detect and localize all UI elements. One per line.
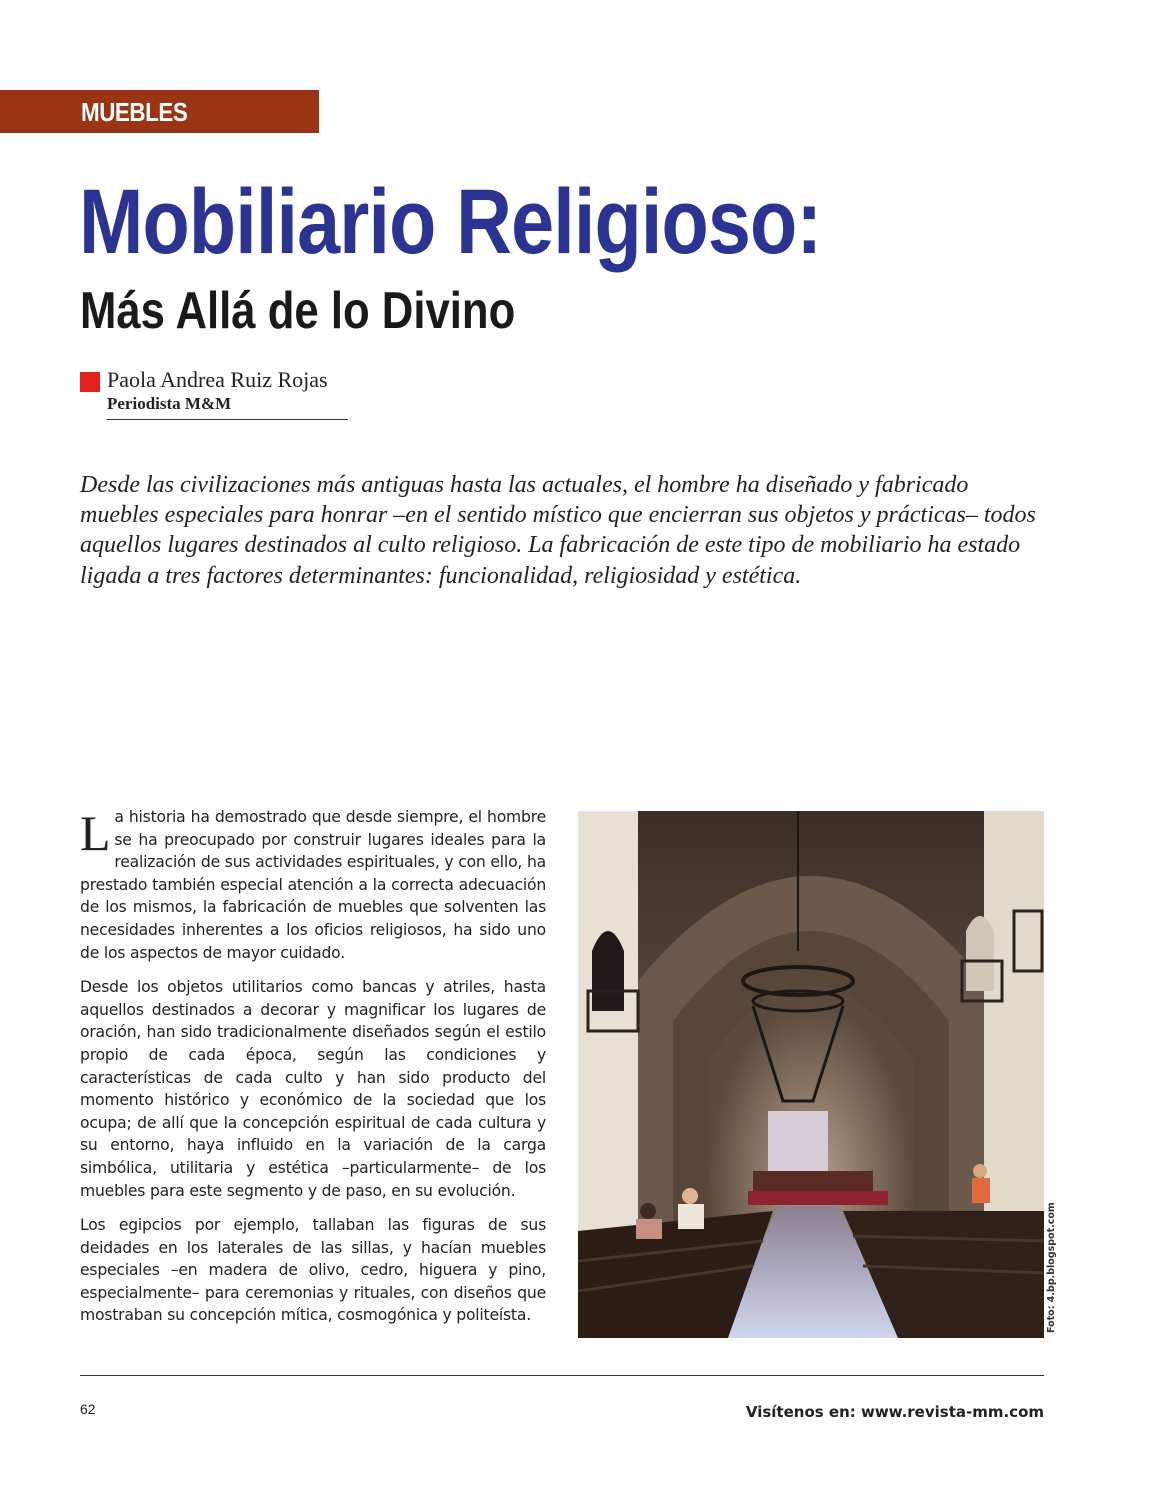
paragraph-text: a historia ha demostrado que desde siempre, el hombre se ha preocupado por construir lugares ideales para la realización de sus actividades espirituales, y con ello, ha prestado también especial atención a la correcta adecuación de los mismos, la fabricación de muebles que solventen las necesidades inherentes a los oficios religiosos, ha sido uno de los aspectos de mayor cuidado. (80, 808, 546, 962)
body-paragraph (80, 806, 546, 964)
author-divider (107, 419, 348, 420)
body-paragraph: Desde los objetos utilitarios como bancas y atriles, hasta aquellos destinados a decorar y magnificar los lugares de oración, han sido tradicionalmente diseñados según el estilo propio de cada época, según las condiciones y características de cada culto y han sido producto del momento histórico y económico de la sociedad que los ocupa; de allí que la concepción espiritual de cada cultura y su entorno, haya influido en la variación de la carga simbólica, utilitaria y estética –particularmente– de los muebles para este segmento y de paso, en su evolución. (80, 978, 546, 1200)
church-interior-photo (578, 811, 1044, 1338)
author-marker (80, 372, 100, 392)
page-number: 62 (80, 1401, 96, 1417)
photo-credit: Foto: 4.bp.blogspot.com (1046, 1202, 1057, 1333)
article-body (80, 806, 546, 1339)
body-paragraph: Los egipcios por ejemplo, tallaban las figuras de sus deidades en los laterales de las sillas, y hacían muebles especiales –en madera de olivo, cedro, higuera y pino, especialmente– para ceremonias y rituales, con diseños que mostraban su concepción mítica, cosmogónica y politeísta. (80, 1216, 546, 1325)
author-role: Periodista M&M (107, 394, 232, 413)
section-label: MUEBLES (81, 97, 188, 127)
drop-cap: L (80, 805, 111, 861)
article-subtitle: Más Allá de lo Divino (80, 282, 516, 340)
footer-website-link[interactable]: Visítenos en: www.revista-mm.com (745, 1403, 1044, 1421)
footer-divider (80, 1375, 1044, 1376)
author-name: Paola Andrea Ruiz Rojas (107, 367, 328, 392)
article-title: Mobiliario Religioso: (79, 171, 822, 273)
article-lead: Desde las civilizaciones más antiguas hasta las actuales, el hombre ha diseñado y fabricado muebles especiales para honrar –en el sentido místico que encierran sus objetos y prácticas– todos aquellos lugares destinados al culto religioso. La fabricación de este tipo de mobiliario ha estado ligada a tres factores determinantes: funcionalidad, religiosidad y estética. (80, 472, 1036, 589)
